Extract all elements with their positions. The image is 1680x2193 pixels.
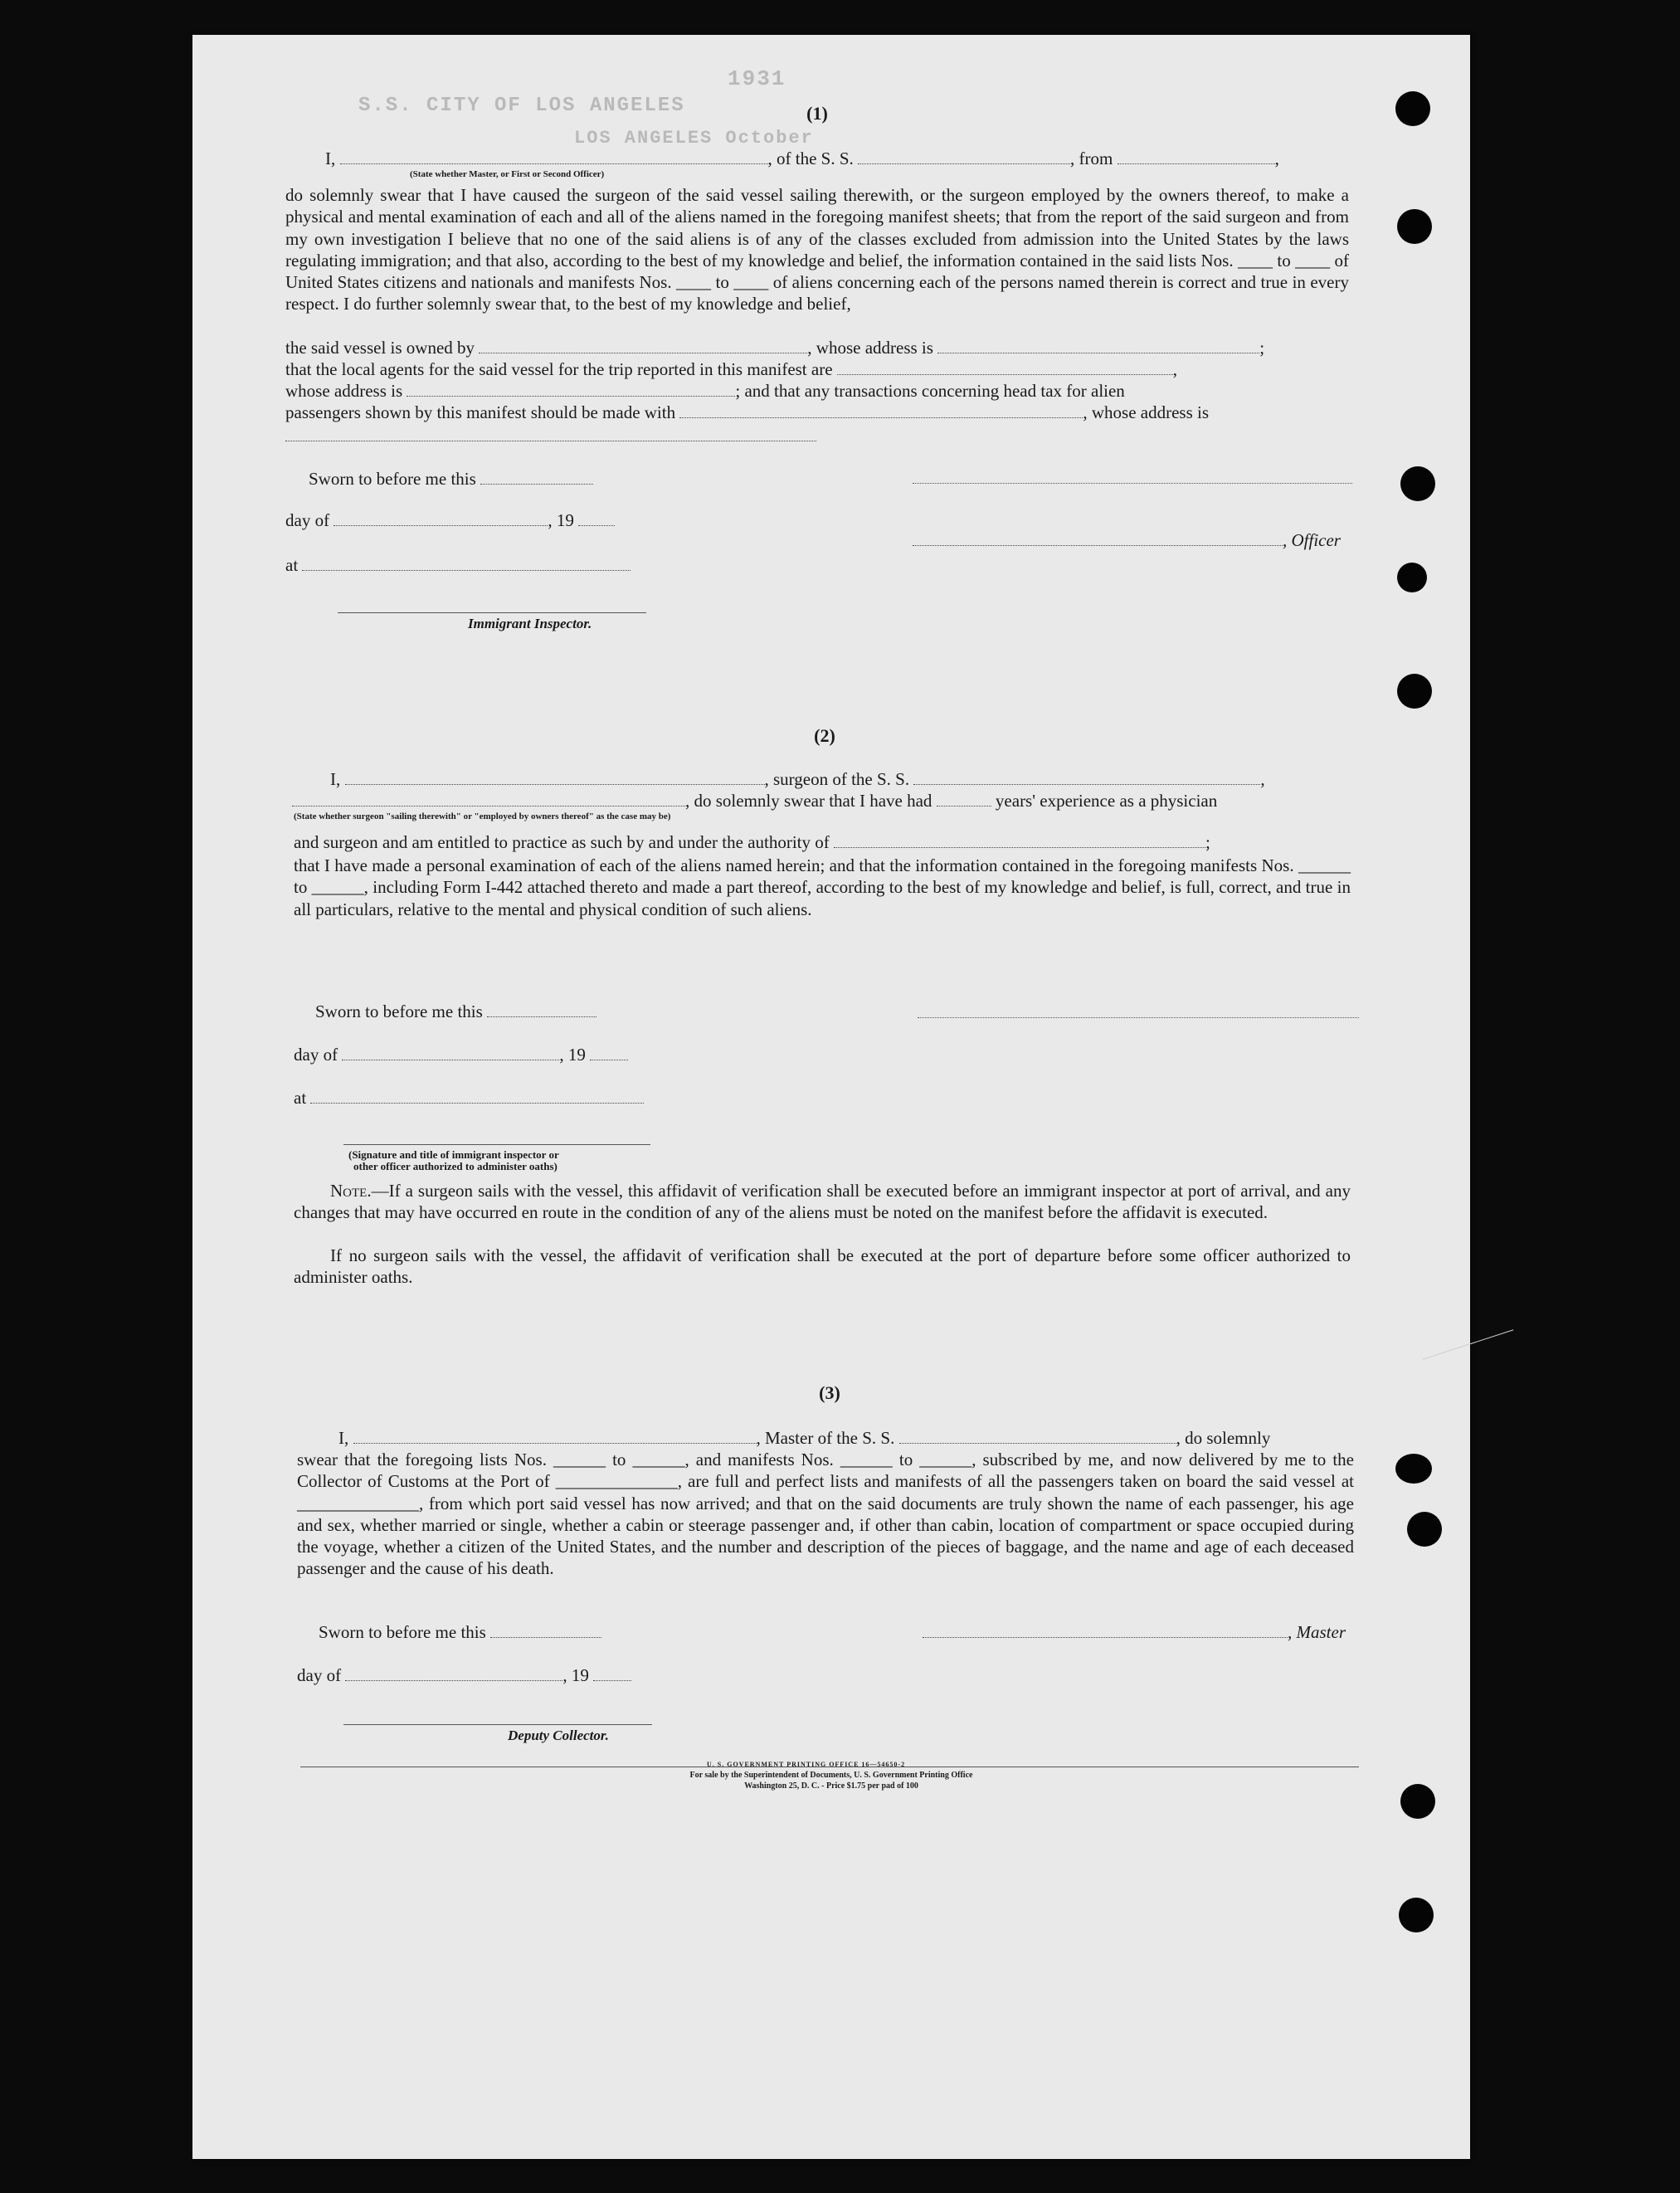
final-address-line: [285, 425, 816, 446]
vessel-field[interactable]: [913, 769, 1260, 785]
note-2-paragraph: If no surgeon sails with the vessel, the affidavit of verification shall be executed at the port of departure before some officer authorized to administer oaths.: [294, 1245, 1351, 1288]
section-3-first-line: [338, 1427, 1270, 1449]
year-field[interactable]: [578, 510, 615, 526]
day-of-line-3: [297, 1664, 631, 1686]
note-text: —If a surgeon sails with the vessel, this affidavit of verification shall be executed before an immigrant inspector at port of arrival, and any changes that may have occurred en route in the condition of any of the aliens must be noted on the manifest before the affidavit is executed.: [294, 1181, 1351, 1223]
label-at: at: [294, 1088, 307, 1108]
authority-line: [294, 831, 1210, 853]
label-from: , from: [1070, 149, 1113, 168]
section-2-second-line: [292, 790, 1217, 811]
officer-signature-field[interactable]: [913, 530, 1283, 546]
label-sworn: Sworn to before me this: [319, 1622, 486, 1642]
section-2-caption: (State whether surgeon "sailing therewith" or "employed by owners thereof" as the case may be): [294, 811, 671, 821]
punch-hole: [1400, 466, 1435, 501]
surgeon-status-field[interactable]: [292, 791, 685, 807]
line-end: ;: [1259, 338, 1265, 358]
label-whose-address-end: , whose address is: [1083, 402, 1210, 422]
vessel-field[interactable]: [858, 149, 1070, 164]
label-surgeon-of: , surgeon of the S. S.: [764, 769, 910, 789]
surgeon-name-field[interactable]: [345, 769, 765, 785]
section-1-caption: (State whether Master, or First or Second Officer): [410, 169, 605, 179]
from-field[interactable]: [1118, 149, 1275, 164]
label-owned-by: the said vessel is owned by: [285, 338, 475, 358]
deputy-signature-rule: [343, 1724, 652, 1725]
scratch-mark: [1423, 1329, 1514, 1359]
day-of-line-1: [285, 509, 615, 531]
label-whose-address-is: whose address is: [285, 381, 403, 401]
label-19: , 19: [562, 1665, 589, 1685]
at-line-1: [285, 554, 631, 576]
document-page: [192, 35, 1470, 2159]
at-line-2: [294, 1087, 644, 1109]
month-field[interactable]: [345, 1665, 562, 1681]
section-2-first-line: [330, 768, 1265, 790]
sworn-line-2: [315, 1001, 597, 1022]
sale-line-1: For sale by the Superintendent of Documents, U. S. Government Printing Office: [689, 1771, 973, 1780]
sale-line-2: Washington 25, D. C. - Price $1.75 per pad of 100: [744, 1781, 918, 1791]
head-tax-party-field[interactable]: [679, 402, 1083, 418]
section-3-number: (3): [819, 1382, 840, 1403]
deputy-caption: Deputy Collector.: [508, 1728, 609, 1743]
bleed-stamp-line1: 1931: [728, 66, 786, 91]
label-i: I,: [325, 149, 336, 168]
label-officer: , Officer: [1283, 530, 1341, 550]
signature-caption-line1: (Signature and title of immigrant inspector or: [348, 1148, 559, 1161]
sworn-line-1: [309, 468, 593, 490]
label-sworn: Sworn to before me this: [315, 1001, 483, 1021]
head-tax-address-field[interactable]: [285, 426, 816, 441]
label-at: at: [285, 555, 299, 575]
surgeon-signature-rule: [918, 1017, 1359, 1018]
officer-line: [913, 529, 1341, 551]
line-end: ,: [1274, 149, 1279, 168]
label-sworn: Sworn to before me this: [309, 469, 476, 489]
label-head-tax: ; and that any transactions concerning head tax for alien: [735, 381, 1125, 401]
label-passengers: passengers shown by this manifest should be made with: [285, 402, 676, 422]
label-i: I,: [330, 769, 341, 789]
punch-hole: [1400, 1784, 1435, 1819]
sworn-day-field[interactable]: [490, 1622, 601, 1638]
name-field[interactable]: [340, 149, 768, 164]
master-signature-field[interactable]: [923, 1622, 1288, 1638]
line-end: ;: [1205, 832, 1210, 852]
punch-hole: [1395, 91, 1430, 126]
agents-address-line: [285, 380, 1125, 402]
label-19: , 19: [548, 510, 574, 530]
label-do-solemnly: , do solemnly: [1176, 1428, 1271, 1448]
section-1-first-line: [325, 148, 1279, 169]
line-end: ,: [1172, 359, 1178, 379]
label-years: years' experience as a physician: [995, 791, 1218, 811]
place-field[interactable]: [310, 1088, 644, 1104]
vessel-field[interactable]: [899, 1428, 1176, 1444]
section-2-number: (2): [814, 725, 835, 746]
signature-caption-line2: other officer authorized to administer oaths): [353, 1160, 558, 1172]
agents-field[interactable]: [837, 359, 1173, 375]
years-field[interactable]: [937, 791, 991, 807]
month-field[interactable]: [342, 1045, 559, 1060]
bleed-stamp-line2: S.S. CITY OF LOS ANGELES: [358, 95, 685, 117]
owned-by-line: [285, 337, 1264, 358]
passengers-line: [285, 402, 1209, 423]
label-master: , Master: [1288, 1622, 1346, 1642]
section-2-body: that I have made a personal examination of each of the aliens named herein; and that the information contained in the foregoing manifests Nos. ______ to ______, including Form I-442 attached thereto and made a part thereof, according to the best of my knowledge and belief, is full, correct, and true in all particulars, relative to the mental and physical condition of such aliens.: [294, 855, 1351, 919]
label-day-of: day of: [285, 510, 330, 530]
master-signature-line: [923, 1621, 1346, 1643]
month-field[interactable]: [334, 510, 548, 526]
sworn-day-field[interactable]: [480, 469, 593, 485]
label-19: , 19: [559, 1045, 586, 1065]
punch-hole: [1399, 1898, 1434, 1932]
year-field[interactable]: [593, 1665, 631, 1681]
label-whose-address: , whose address is: [807, 338, 933, 358]
local-agents-line: [285, 358, 1177, 380]
year-field[interactable]: [590, 1045, 628, 1060]
punch-hole: [1397, 209, 1432, 244]
authority-field[interactable]: [834, 832, 1205, 848]
day-of-line-2: [294, 1044, 628, 1065]
section-1-number: (1): [806, 103, 828, 124]
sworn-day-field[interactable]: [487, 1001, 597, 1017]
label-local-agents: that the local agents for the said vessel for the trip reported in this manifest are: [285, 359, 833, 379]
note-paragraph: [294, 1180, 1351, 1224]
inspector-caption: Immigrant Inspector.: [468, 616, 592, 631]
section-1-body: do solemnly swear that I have caused the surgeon of the said vessel sailing therewith, or the surgeon employed by the owners thereof, to make a physical and mental examination of each and all of the aliens named in the foregoing manifest sheets; that from the report of the said surgeon and from my own investigation I believe that no one of the said aliens is of any of the classes excluded from admission into the United States by the laws regulating immigration; and that also, according to the best of my knowledge and belief, the information contained in the said lists Nos. ____ to ____ of United States citizens and nationals and manifests Nos. ____ to ____ of aliens concerning each of the persons named therein is correct and true in every respect. I do further solemnly swear that, to the best of my knowledge and belief,: [285, 185, 1349, 314]
sworn-line-3: [319, 1621, 601, 1643]
section-3-body: swear that the foregoing lists Nos. ______ to ______, and manifests Nos. ______ to ______, subscribed by me, and now delivered by me to the Collector of Customs at the Port of ______________, are full and perfect lists and manifests of all the passengers taken on board the said vessel at ______________, from which port said vessel has now arrived; and that on the said documents are truly shown the name of each passenger, his age and sex, whether married or single, whether a cabin or steerage passenger and, if other than cabin, location of compartment or space occupied during the voyage, whether a citizen of the United States, and the number and description of the pieces of baggage, and the name and age of each deceased passenger and the cause of his death.: [297, 1450, 1354, 1579]
place-field[interactable]: [302, 555, 631, 571]
punch-hole: [1397, 674, 1432, 709]
bleed-stamp-line3: LOS ANGELES October: [574, 128, 814, 149]
agents-address-field[interactable]: [407, 381, 735, 397]
inspector-signature-rule: [338, 612, 646, 613]
section-2-signature-rule: [343, 1144, 650, 1145]
label-i: I,: [338, 1428, 349, 1448]
master-name-field[interactable]: [353, 1428, 757, 1444]
label-master-of: , Master of the S. S.: [756, 1428, 895, 1448]
label-day-of: day of: [294, 1045, 338, 1065]
punch-hole: [1395, 1454, 1432, 1484]
note-label: Note.: [330, 1181, 372, 1201]
officer-signature-rule-top: [913, 483, 1352, 484]
gpo-imprint: U. S. GOVERNMENT PRINTING OFFICE 16—54650-2: [707, 1761, 906, 1768]
label-swear: , do solemnly swear that I have had: [685, 791, 933, 811]
owner-field[interactable]: [479, 338, 807, 353]
label-of-ss: , of the S. S.: [767, 149, 854, 168]
owner-address-field[interactable]: [937, 338, 1259, 353]
label-day-of: day of: [297, 1665, 342, 1685]
label-authority: and surgeon and am entitled to practice as such by and under the authority of: [294, 832, 830, 852]
punch-hole: [1397, 563, 1427, 592]
punch-hole: [1407, 1512, 1442, 1547]
line-end: ,: [1260, 769, 1265, 789]
